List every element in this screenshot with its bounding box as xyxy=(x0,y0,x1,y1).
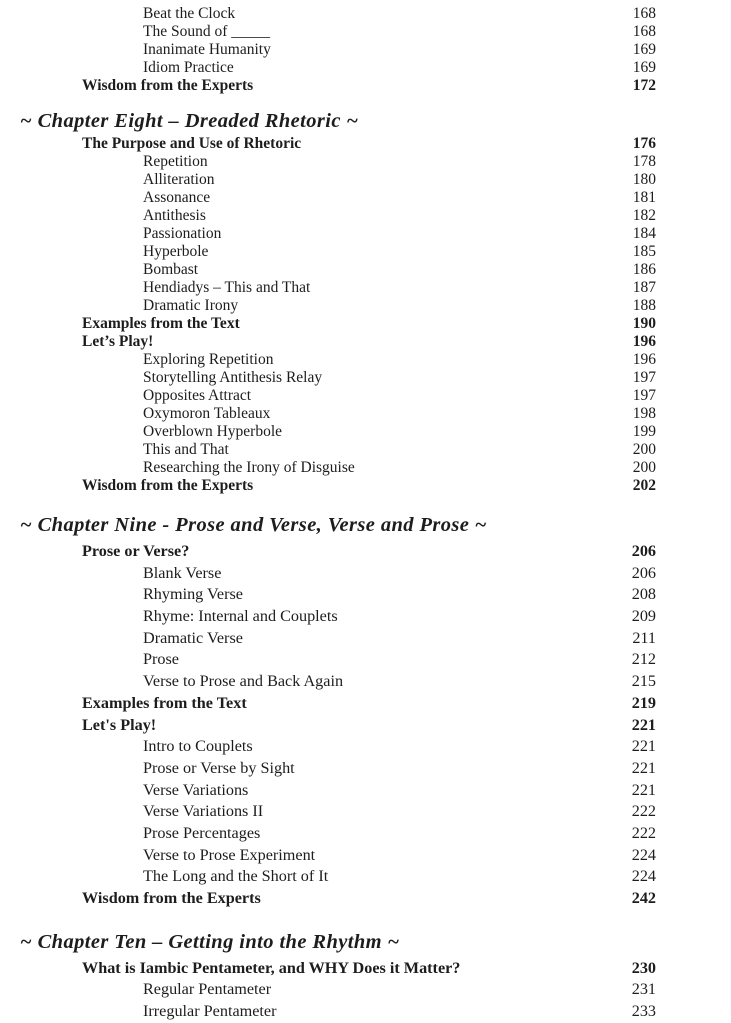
toc-entry-page: 215 xyxy=(631,672,656,691)
toc-entry xyxy=(0,369,731,387)
toc-entry-label: Regular Pentameter xyxy=(143,980,272,999)
toc-entry xyxy=(0,77,731,95)
toc-entry-label: Dramatic Irony xyxy=(143,297,239,314)
toc-entry-label: The Purpose and Use of Rhetoric xyxy=(82,135,302,152)
chapter-heading: ~ Chapter Eight – Dreaded Rhetoric ~ xyxy=(20,110,359,132)
toc-entry-page: 172 xyxy=(632,77,656,94)
toc-entry xyxy=(0,5,731,23)
toc-entry xyxy=(0,279,731,297)
toc-entry xyxy=(0,671,731,693)
toc-entry xyxy=(0,628,731,650)
toc-entry-page: 188 xyxy=(632,297,656,314)
toc-entry xyxy=(0,649,731,671)
toc-entry xyxy=(0,693,731,715)
toc-entry xyxy=(0,866,731,888)
toc-entry-page: 221 xyxy=(631,737,656,756)
toc-entry-page: 224 xyxy=(631,867,656,886)
chapter-heading: ~ Chapter Ten – Getting into the Rhythm ~ xyxy=(20,930,400,953)
toc-section-chapter-eight xyxy=(0,107,731,495)
toc-entry xyxy=(0,405,731,423)
toc-entry-label: Prose or Verse? xyxy=(82,542,190,560)
toc-entry xyxy=(0,888,731,910)
toc-entry xyxy=(0,41,731,59)
toc-entry-label: Beat the Clock xyxy=(143,5,236,22)
toc-entry-page: 206 xyxy=(631,542,656,560)
toc-entry-label: Exploring Repetition xyxy=(143,351,274,368)
toc-entry-page: 180 xyxy=(632,171,656,188)
toc-entry-label: Examples from the Text xyxy=(82,693,247,712)
toc-entry-label: What is Iambic Pentameter, and WHY Does it Matter? xyxy=(82,958,461,977)
toc-entry xyxy=(0,477,731,495)
toc-entry xyxy=(0,423,731,441)
toc-entry xyxy=(0,780,731,802)
toc-entry xyxy=(0,23,731,41)
toc-entry-page: 185 xyxy=(632,243,656,260)
toc-entry xyxy=(0,225,731,243)
toc-entry xyxy=(0,979,731,1001)
toc-entry-label: Intro to Couplets xyxy=(143,737,253,756)
toc-entry-label: Let’s Play! xyxy=(82,333,154,350)
toc-entry xyxy=(0,758,731,780)
toc-entry xyxy=(0,207,731,225)
toc-entry-page: 233 xyxy=(631,1002,656,1021)
toc-entry-label: Verse to Prose and Back Again xyxy=(143,672,344,691)
toc-entry xyxy=(0,441,731,459)
toc-entry-page: 190 xyxy=(632,315,656,332)
toc-entry-label: Researching the Irony of Disguise xyxy=(143,459,355,476)
toc-entry xyxy=(0,315,731,333)
toc-entry-page: 176 xyxy=(632,135,656,152)
toc-entry-label: Hyperbole xyxy=(143,243,209,260)
toc-entry-page: 199 xyxy=(632,423,656,440)
toc-entry-page: 212 xyxy=(631,650,656,669)
toc-section-chapter-ten xyxy=(0,928,731,1023)
toc-entry-page: 186 xyxy=(632,261,656,278)
toc-entry-label: Blank Verse xyxy=(143,563,222,582)
toc-entry-label: Opposites Attract xyxy=(143,387,252,404)
toc-entry-label: Overblown Hyperbole xyxy=(143,423,283,440)
toc-entry-label: The Sound of _____ xyxy=(143,23,271,40)
toc-entry xyxy=(0,171,731,189)
toc-entry-label: Verse Variations xyxy=(143,780,249,799)
toc-entry-page: 221 xyxy=(631,715,656,734)
toc-entry xyxy=(0,845,731,867)
toc-entry xyxy=(0,333,731,351)
toc-entry-page: 230 xyxy=(631,958,656,977)
toc-entry-page: 242 xyxy=(631,889,656,907)
toc-section-chapter-nine xyxy=(0,511,731,910)
toc-entry-page: 221 xyxy=(631,758,656,777)
toc-entry xyxy=(0,823,731,845)
toc-entry-page: 206 xyxy=(631,563,656,582)
toc-entry-label: Dramatic Verse xyxy=(143,628,243,647)
toc-entry-label: Hendiadys – This and That xyxy=(143,279,311,296)
toc-entry-label: Assonance xyxy=(143,189,211,206)
toc-entry xyxy=(0,563,731,585)
toc-entry-label: Irregular Pentameter xyxy=(143,1002,277,1021)
toc-entry-page: 169 xyxy=(632,59,656,76)
toc-entry-page: 196 xyxy=(632,351,656,368)
toc-entry-page: 222 xyxy=(631,802,656,821)
toc-entry-label: Wisdom from the Experts xyxy=(82,889,261,907)
toc-entry-label: Let's Play! xyxy=(82,715,157,734)
toc-entry-page: 222 xyxy=(631,823,656,842)
toc-entry-page: 181 xyxy=(632,189,656,206)
toc-entry-page: 197 xyxy=(632,369,656,386)
toc-entry-label: Alliteration xyxy=(143,171,215,188)
toc-entry-page: 168 xyxy=(632,23,656,40)
toc-entry xyxy=(0,135,731,153)
toc-entry-page: 209 xyxy=(631,607,656,626)
toc-entry xyxy=(0,189,731,207)
toc-entry-label: Rhyme: Internal and Couplets xyxy=(143,607,338,626)
toc-entry xyxy=(0,584,731,606)
toc-entry xyxy=(0,459,731,477)
toc-entry xyxy=(0,606,731,628)
toc-entry-page: 219 xyxy=(631,693,656,712)
toc-entry-label: Rhyming Verse xyxy=(143,585,243,604)
toc-entry-label: Storytelling Antithesis Relay xyxy=(143,369,323,386)
toc-entry-page: 178 xyxy=(632,153,656,170)
toc-entry xyxy=(0,297,731,315)
toc-entry-page: 231 xyxy=(631,980,656,999)
toc-entry-page: 198 xyxy=(632,405,656,422)
toc-entry xyxy=(0,715,731,737)
toc-entry-label: Examples from the Text xyxy=(82,315,240,332)
toc-entry-page: 182 xyxy=(632,207,656,224)
toc-entry xyxy=(0,243,731,261)
toc-entry-label: Wisdom from the Experts xyxy=(82,77,254,94)
toc-entry-page: 169 xyxy=(632,41,656,58)
toc-section-chapter-seven-continued xyxy=(0,0,731,95)
toc-entry xyxy=(0,736,731,758)
toc-entry-page: 196 xyxy=(632,333,656,350)
toc-entry-label: Verse Variations II xyxy=(143,802,264,821)
toc-entry-label: Prose xyxy=(143,650,179,669)
toc-entry xyxy=(0,958,731,980)
toc-entry-label: Prose Percentages xyxy=(143,823,261,842)
toc-entry-page: 211 xyxy=(632,628,656,647)
toc-entry xyxy=(0,351,731,369)
toc-entry-label: Wisdom from the Experts xyxy=(82,477,254,494)
toc-entry-label: Prose or Verse by Sight xyxy=(143,758,295,777)
toc-entry xyxy=(0,1001,731,1023)
toc-entry-page: 208 xyxy=(631,585,656,604)
toc-entry-page: 197 xyxy=(632,387,656,404)
toc-entry-label: Antithesis xyxy=(143,207,206,224)
chapter-heading: ~ Chapter Nine - Prose and Verse, Verse and Prose ~ xyxy=(20,514,487,536)
toc-entry-page: 202 xyxy=(632,477,656,494)
toc-entry-page: 168 xyxy=(632,5,656,22)
toc-entry-page: 224 xyxy=(631,845,656,864)
toc-entry-page: 184 xyxy=(632,225,656,242)
toc-entry-label: This and That xyxy=(143,441,229,458)
toc-entry-page: 200 xyxy=(632,459,656,476)
toc-entry xyxy=(0,541,731,563)
toc-entry-label: Repetition xyxy=(143,153,208,170)
toc-entry xyxy=(0,387,731,405)
toc-entry-label: Passionation xyxy=(143,225,222,242)
toc-entry xyxy=(0,59,731,77)
toc-entry-label: Verse to Prose Experiment xyxy=(143,845,316,864)
toc-entry-label: Oxymoron Tableaux xyxy=(143,405,271,422)
toc-entry xyxy=(0,153,731,171)
toc-entry-label: Bombast xyxy=(143,261,199,278)
toc-entry-page: 187 xyxy=(632,279,656,296)
toc-entry-page: 200 xyxy=(632,441,656,458)
toc-entry-page: 221 xyxy=(631,780,656,799)
toc-entry xyxy=(0,261,731,279)
toc-entry-label: Idiom Practice xyxy=(143,59,234,76)
toc-entry-label: Inanimate Humanity xyxy=(143,41,271,58)
toc-entry-label: The Long and the Short of It xyxy=(143,867,329,886)
toc-entry xyxy=(0,801,731,823)
